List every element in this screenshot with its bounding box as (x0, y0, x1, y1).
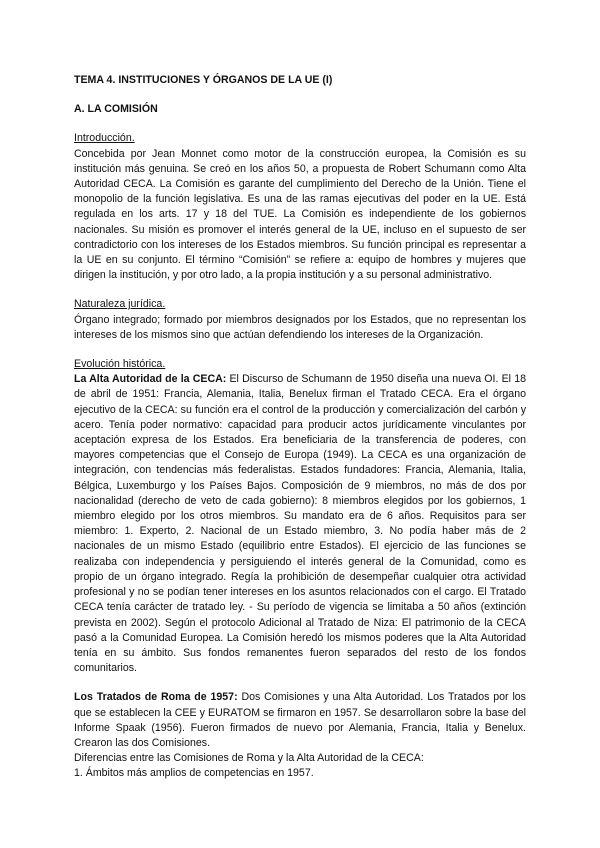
introduccion-text: Concebida por Jean Monnet como motor de la construcción europea, la Comisión es su institución más genuina. Se creó en los años 50, a propuesta de Robert Schumann como Alta Autoridad CECA. La Comisión es garante del cumplimiento del Derecho de la Unión. Tiene el monopolio de la función legislativa. Es una de las ramas ejecutivas del poder en la UE. Está regulada en los arts. 17 y 18 del TUE. La Comisión es independiente de los gobiernos nacionales. Su misión es promover el interés general de la UE, incluso en el supuesto de ser contradictorio con los intereses de los Estados miembros. Su función principal es representar a la UE en su conjunto. El término “Comisión” se refiere a: equipo de hombres y mujeres que dirigen la institución, y por otro lado, a la propia institución y a su personal administrativo. (74, 147, 526, 282)
section-evolucion (74, 357, 526, 676)
evolucion-paragraph (74, 372, 526, 676)
document-title: TEMA 4. INSTITUCIONES Y ÓRGANOS DE LA UE (I) (74, 74, 333, 86)
evolucion-heading: Evolución histórica. (74, 358, 166, 371)
section-naturaleza (74, 297, 526, 343)
evolucion-lead: La Alta Autoridad de la CECA: (74, 373, 227, 386)
evolucion-text: El Discurso de Schumann de 1950 diseña una nueva OI. El 18 de abril de 1951: Francia, Alemania, Italia, Benelux firman el Tratado CECA. Era el órgano ejecutivo de la CECA: su función era el control de la producción y comercialización del carbón y acero. Tenía poder normativo: capacidad para producir actos jurídicamente vinculantes por aceptación expresa de los Estados. Era beneficiaria de la transferencia de poderes, con mayores competencias que el Consejo de Europa (1949). La CECA es una organización de integración, con tendencias más federalistas. Estados fundadores: Francia, Alemania, Italia, Bélgica, Luxemburgo y los Países Bajos. Composición de 9 miembros, no más de dos por nacionalidad (derecho de veto de cada gobierno): 8 miembros elegidos por los gobiernos, 1 miembro elegido por los otros miembros. Su mandato era de 6 años. Requisitos para ser miembro: 1. Experto, 2. Nacional de un Estado miembro, 3. No podía haber más de 2 nacionales de un mismo Estado (equilibrio entre Estados). El ejercicio de las funciones se realizaba con independencia y persiguiendo el interés general de la Comunidad, como es propio de un órgano integrado. Regía la prohibición de desempeñar cualquier otra actividad profesional y no se podían tener intereses en los asuntos relacionados con el cargo. El Tratado CECA tenía carácter de tratado ley. - Su período de vigencia se limitaba a 50 años (extinción prevista en 2002). Según el protocolo Adicional al Tratado de Niza: El patrimonio de la CECA pasó a la Comunidad Europea. La Comisión heredó los mismos poderes que la Alta Autoridad tenía en su ámbito. Sus fondos remanentes fueron separados del resto de los fondos comunitarios. (74, 373, 526, 675)
section-introduccion (74, 131, 526, 283)
roma-punto-1: 1. Ámbitos más amplios de competencias en 1957. (74, 767, 314, 780)
roma-lead: Los Tratados de Roma de 1957: (74, 691, 238, 704)
naturaleza-text: Órgano integrado; formado por miembros designados por los Estados, que no representan los intereses de los mismos sino que actúan defendiendo los intereses de la Organización. (74, 313, 526, 341)
document-content (74, 73, 526, 782)
section-roma (74, 690, 526, 781)
roma-diferencias: Diferencias entre las Comisiones de Roma y la Alta Autoridad de la CECA: (74, 752, 424, 765)
roma-text: Dos Comisiones y una Alta Autoridad. Los Tratados por los que se establecen la CEE y EURATOM se firmaron en 1957. Se desarrollaron sobre la base del Informe Spaak (1956). Fueron firmados de nuevo por Alemania, Francia, Italia y Benelux. Crearon las dos Comisiones. (74, 691, 526, 749)
roma-paragraph (74, 690, 526, 751)
naturaleza-heading: Naturaleza jurídica. (74, 298, 166, 311)
section-heading-comision: A. LA COMISIÓN (74, 103, 158, 116)
introduccion-heading: Introducción. (74, 132, 135, 145)
